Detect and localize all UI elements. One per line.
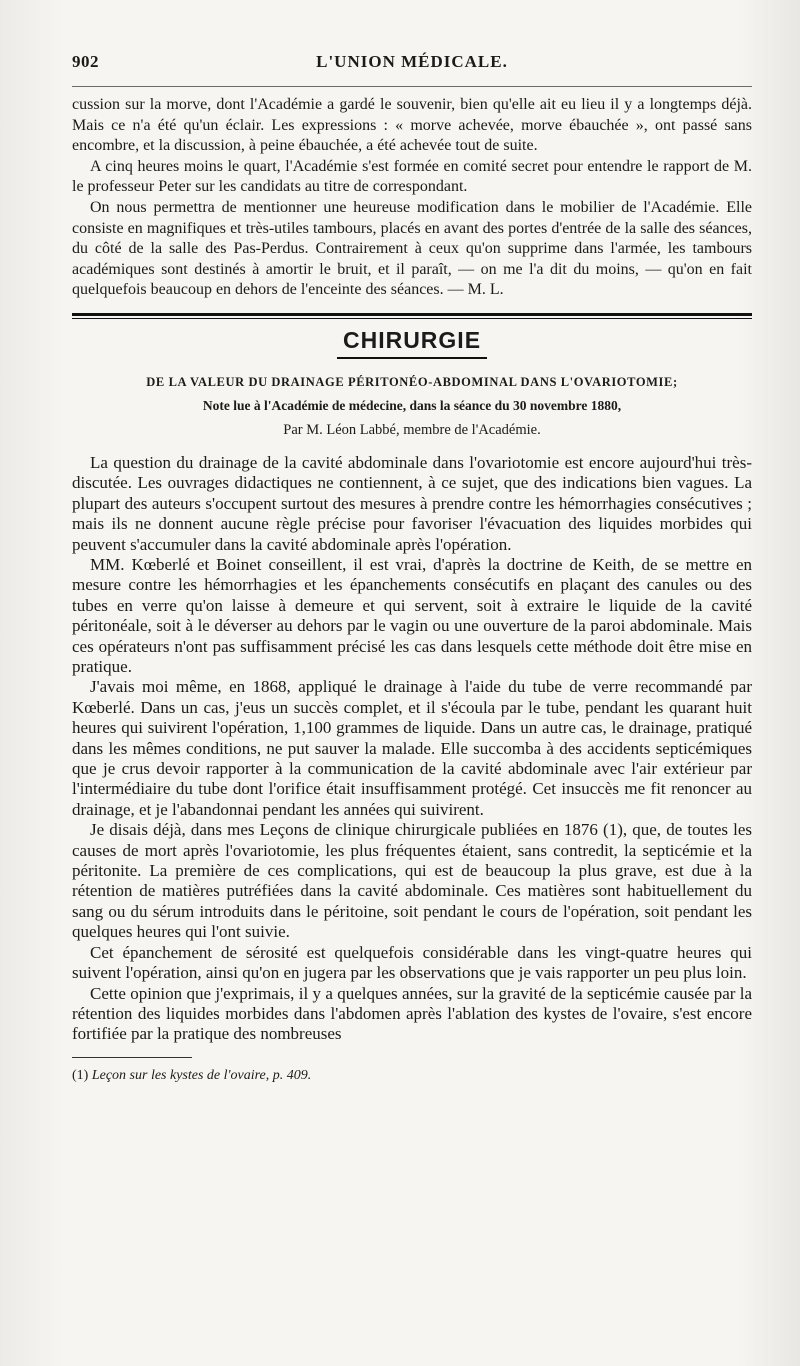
preamble-section <box>72 95 752 301</box>
article-paragraph-2: MM. Kœberlé et Boinet conseillent, il est vrai, d'après la doctrine de Keith, de se mettre en mesure contre les hémorrhagies et les épanchements consécutifs en plaçant des canules ou des tubes en verre qu'on laisse à demeure et qui servent, soit à extraire le liquide de la cavité péritonéale, soit à le déverser au dehors par le vagin ou une ouverture de la paroi abdominale. Mais ces opérateurs n'ont pas suffisamment précisé les cas dans lesquels cette méthode doit être mise en pratique. <box>72 554 752 676</box>
article-paragraph-3: J'avais moi même, en 1868, appliqué le drainage à l'aide du tube de verre recommandé par Kœberlé. Dans un cas, j'eus un succès complet, et il s'écoula par le tube, pendant les quarant huit heures qui suivirent l'opération, 1,100 grammes de liquide. Dans un autre cas, le drainage, pratiqué dans les mêmes conditions, ne put sauver la malade. Elle succomba à des accidents septicémiques que je crus devoir rapporter à la communication de la cavité abdominale avec l'air extérieur par l'intermédiaire du tube dont l'orifice était insuffisamment protégé. Cet insuccès me fit renoncer au drainage, et je l'abandonnai pendant les années qui suivirent. <box>72 677 752 819</box>
section-title: CHIRURGIE <box>342 326 482 353</box>
page-header <box>72 52 752 86</box>
article-title: DE LA VALEUR DU DRAINAGE PÉRITONÉO-ABDOMINAL DANS L'OVARIOTOMIE; <box>146 374 678 389</box>
article-paragraph-6: Cette opinion que j'exprimais, il y a quelques années, sur la gravité de la septicémie causée par la rétention des liquides morbides dans l'abdomen après l'ablation des kystes de l'ovaire, s'est encore fortifiée par la pratique des nombreuses <box>72 983 752 1044</box>
article-paragraph-5: Cet épanchement de sérosité est quelquefois considérable dans les vingt-quatre heures qui suivent l'opération, ainsi qu'on en jugera par les observations que je vais rapporter un peu plus loin. <box>72 942 752 983</box>
footnote-text: Leçon sur les kystes de l'ovaire, p. 409. <box>91 1067 312 1083</box>
preamble-paragraph-2: A cinq heures moins le quart, l'Académie s'est formée en comité secret pour entendre le rapport de M. le professeur Peter sur les candidats au titre de correspondant. <box>72 157 752 196</box>
footnote <box>72 1068 752 1084</box>
article-body <box>72 453 752 1045</box>
footnote-number: (1) <box>72 1067 89 1083</box>
article-note: Note lue à l'Académie de médecine, dans la séance du 30 novembre 1880, <box>202 397 622 413</box>
header-rule <box>72 86 752 87</box>
preamble-paragraph-3: On nous permettra de mentionner une heureuse modification dans le mobilier de l'Académie. Elle consiste en magnifiques et très-utiles tambours, placés en avant des portes d'entrée de la salle des séances, du côté de la salle des Pas-Perdus. Contrairement à ceux qu'on supprime dans l'armée, les tambours académiques sont destinés à amortir le bruit, et il paraît, — on me l'a dit du moins, — qu'on en fait quelquefois beaucoup en dehors de l'enceinte des séances. — M. L. <box>72 198 752 299</box>
article-author: Par M. Léon Labbé, membre de l'Académie. <box>283 421 541 438</box>
article-paragraph-4: Je disais déjà, dans mes Leçons de clinique chirurgicale publiées en 1876 (1), que, de toutes les causes de mort après l'ovariotomie, les plus fréquentes étaient, sans contredit, la septicémie et la péritonite. La première de ces complications, qui est de beaucoup la plus grave, est due à la rétention de matières putréfiées dans la cavité abdominale. Ces matières sont habituellement du sang ou du sérum introduits dans le péritoine, soit pendant le cours de l'opération, soit pendant les quelques heures qui l'ont suivie. <box>72 820 752 942</box>
running-head: L'UNION MÉDICALE. <box>316 52 508 71</box>
page-number: 902 <box>72 52 99 71</box>
section-divider-thick <box>72 313 752 316</box>
footnote-rule <box>72 1057 192 1058</box>
preamble-paragraph-1: cussion sur la morve, dont l'Académie a gardé le souvenir, bien qu'elle ait eu lieu il y a longtemps déjà. Mais ce n'a été qu'un éclair. Les expressions : « morve achevée, morve ébauchée », ont passé sans encombre, et la discussion, à peine ébauchée, a été achevée tout de suite. <box>72 96 752 155</box>
section-title-underline <box>337 357 487 359</box>
article-paragraph-1: La question du drainage de la cavité abdominale dans l'ovariotomie est encore aujourd'hui très-discutée. Les ouvrages didactiques ne contiennent, à ce sujet, que des indications bien vagues. La plupart des auteurs s'occupent surtout des mesures à prendre contre les hémorrhagies consécutives ; mais ils ne donnent aucune règle précise pour favoriser l'évacuation des liquides morbides qui peuvent s'accumuler dans la cavité abdominale après l'opération. <box>72 452 752 554</box>
section-divider-thin <box>72 318 752 319</box>
